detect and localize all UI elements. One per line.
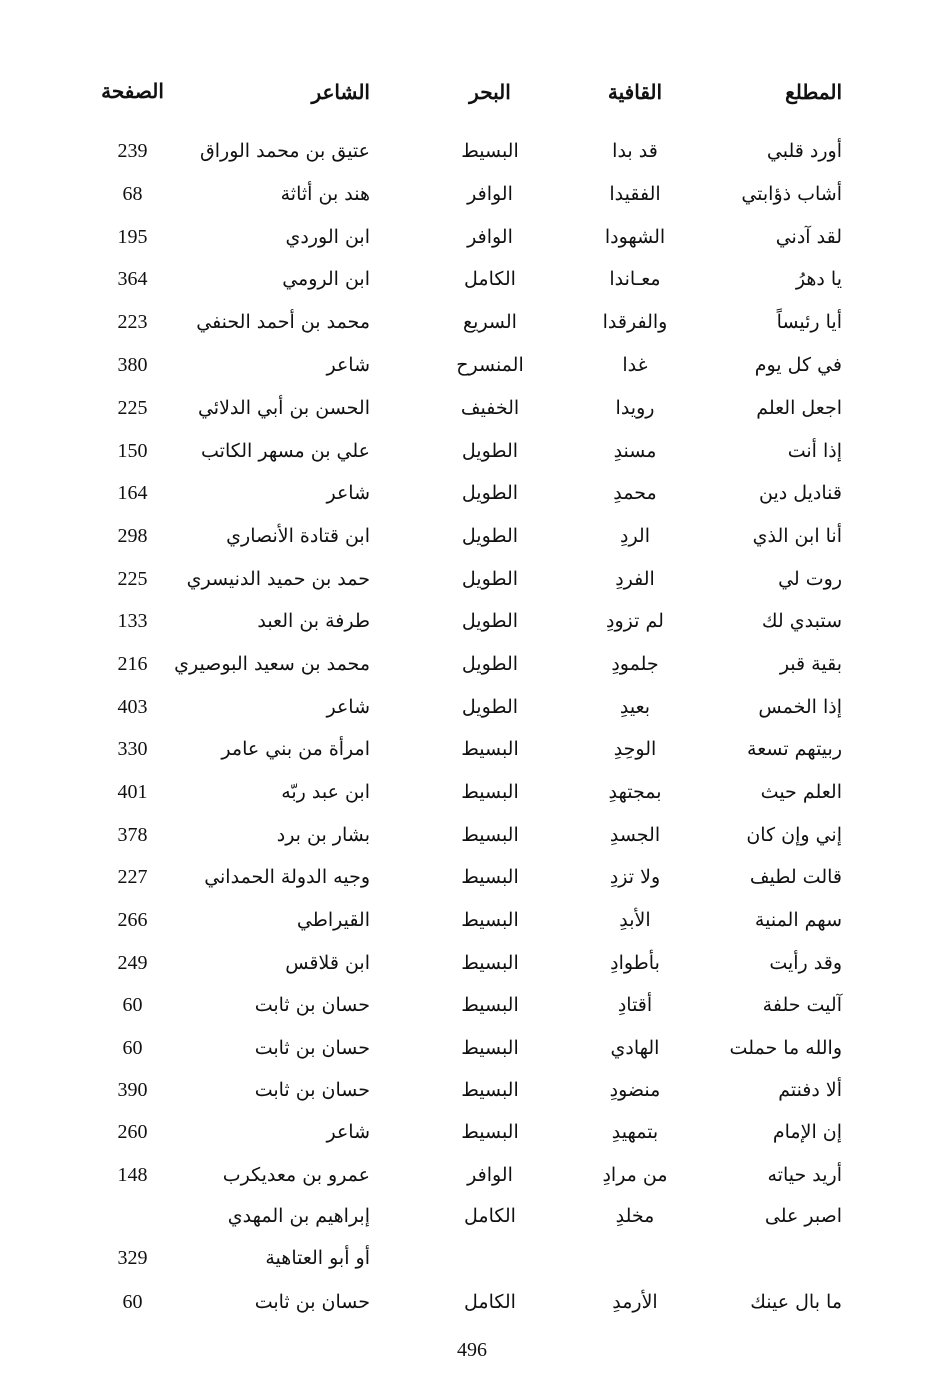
table-row bbox=[0, 1282, 944, 1322]
cell-matla: إذا الخمس bbox=[758, 696, 842, 718]
cell-qafia: قد بدا bbox=[612, 140, 658, 162]
cell-matla: قالت لطيف bbox=[749, 866, 842, 888]
table-row bbox=[0, 644, 944, 684]
cell-matla: روت لي bbox=[778, 568, 842, 590]
cell-bahr: الوافر bbox=[467, 226, 513, 248]
cell-safha: 266 bbox=[117, 909, 148, 931]
cell-shaer: إبراهيم بن المهدي bbox=[227, 1205, 370, 1227]
cell-qafia: بتمهيدِ bbox=[611, 1121, 659, 1143]
cell-bahr: الوافر bbox=[467, 1164, 513, 1186]
cell-safha: 164 bbox=[117, 482, 148, 504]
cell-shaer: حسان بن ثابت bbox=[254, 994, 370, 1016]
cell-matla: في كل يوم bbox=[754, 354, 842, 376]
table-row bbox=[0, 857, 944, 897]
table-row bbox=[0, 131, 944, 171]
cell-bahr: الكامل bbox=[464, 268, 516, 290]
header-safha: الصفحة bbox=[101, 81, 164, 103]
table-row bbox=[0, 943, 944, 983]
cell-safha: 380 bbox=[117, 354, 148, 376]
table-row bbox=[0, 601, 944, 641]
cell-qafia: مسندِ bbox=[613, 440, 657, 462]
cell-bahr: الطويل bbox=[461, 653, 519, 675]
cell-bahr: الطويل bbox=[461, 568, 519, 590]
cell-qafia: محمدِ bbox=[613, 482, 657, 504]
table-row bbox=[0, 345, 944, 385]
cell-shaer: طرفة بن العبد bbox=[257, 610, 370, 632]
cell-safha: 249 bbox=[117, 952, 148, 974]
table-row bbox=[0, 473, 944, 513]
cell-matla: أريد حياته bbox=[767, 1164, 842, 1186]
cell-qafia: مخلدِ bbox=[615, 1205, 655, 1227]
header-qafia: القافية bbox=[607, 80, 663, 104]
cell-bahr: البسيط bbox=[461, 909, 519, 931]
cell-shaer: الحسن بن أبي الدلائي bbox=[197, 397, 370, 419]
cell-safha: 223 bbox=[117, 311, 148, 333]
cell-matla: قناديل دين bbox=[759, 482, 842, 504]
cell-safha: 216 bbox=[117, 653, 148, 675]
cell-safha: 298 bbox=[117, 525, 148, 547]
page-number: 496 bbox=[457, 1339, 487, 1361]
table-row bbox=[0, 559, 944, 599]
cell-qafia: معـاندا bbox=[609, 268, 661, 290]
cell-matla: لقد آدني bbox=[775, 226, 842, 248]
table-row bbox=[0, 431, 944, 471]
cell-matla: اجعل العلم bbox=[756, 397, 842, 419]
cell-matla: إذا أنت bbox=[787, 440, 842, 462]
cell-matla: ستبدي لك bbox=[761, 610, 842, 632]
cell-safha: 225 bbox=[117, 397, 148, 419]
table-header bbox=[0, 72, 944, 112]
cell-matla: العلم حيث bbox=[760, 781, 842, 803]
cell-bahr: البسيط bbox=[461, 738, 519, 760]
table-row bbox=[0, 1028, 944, 1068]
cell-matla: اصبر على bbox=[764, 1205, 842, 1227]
cell-matla: يا دهرُ bbox=[795, 268, 842, 290]
table-row bbox=[0, 388, 944, 428]
cell-safha: 150 bbox=[117, 440, 148, 462]
cell-qafia: الفقيدا bbox=[609, 183, 661, 205]
table-row bbox=[0, 174, 944, 214]
cell-bahr: البسيط bbox=[461, 1121, 519, 1143]
cell-shaer: ابن الرومي bbox=[282, 268, 370, 290]
cell-bahr: البسيط bbox=[461, 866, 519, 888]
cell-matla: أورد قلبي bbox=[766, 140, 842, 162]
cell-safha: 390 bbox=[117, 1079, 148, 1101]
table-row bbox=[0, 302, 944, 342]
cell-shaer: ابن قلاقس bbox=[285, 952, 370, 974]
cell-qafia: بأطوادِ bbox=[610, 952, 660, 974]
cell-qafia: لم تزودِ bbox=[606, 610, 664, 632]
cell-shaer: أو أبو العتاهية bbox=[265, 1247, 370, 1269]
table-row bbox=[0, 729, 944, 769]
cell-shaer: عتيق بن محمد الوراق bbox=[200, 140, 370, 162]
cell-shaer: حسان بن ثابت bbox=[254, 1037, 370, 1059]
cell-shaer: علي بن مسهر الكاتب bbox=[201, 440, 370, 462]
cell-matla: سهم المنية bbox=[754, 909, 842, 931]
cell-shaer: القيراطي bbox=[296, 909, 370, 931]
cell-safha: 225 bbox=[117, 568, 148, 590]
table-row bbox=[0, 1155, 944, 1195]
cell-bahr: الوافر bbox=[467, 183, 513, 205]
cell-shaer: هند بن أثاثة bbox=[280, 183, 370, 205]
cell-qafia: الهادي bbox=[610, 1037, 660, 1059]
cell-bahr: الكامل bbox=[464, 1291, 516, 1313]
cell-matla: أشاب ذؤابتي bbox=[741, 183, 842, 205]
cell-safha: 60 bbox=[122, 1037, 143, 1059]
cell-safha: 329 bbox=[117, 1247, 148, 1269]
cell-matla: ألا دفنتم bbox=[778, 1079, 842, 1101]
header-matla: المطلع bbox=[785, 80, 842, 104]
cell-matla: آليت حلفة bbox=[762, 994, 842, 1016]
table-row bbox=[0, 259, 944, 299]
cell-bahr: البسيط bbox=[461, 952, 519, 974]
cell-shaer: عمرو بن معديكرب bbox=[222, 1164, 370, 1186]
cell-bahr: البسيط bbox=[461, 994, 519, 1016]
cell-safha: 60 bbox=[122, 994, 143, 1016]
cell-matla: أيا رئيساً bbox=[776, 311, 842, 333]
cell-qafia: والفرقدا bbox=[602, 311, 668, 333]
cell-qafia: الوحِدِ bbox=[613, 738, 657, 760]
cell-safha: 133 bbox=[117, 610, 148, 632]
cell-matla: وقد رأيت bbox=[769, 952, 842, 974]
cell-shaer: شاعر bbox=[326, 696, 370, 718]
cell-shaer: شاعر bbox=[326, 1121, 370, 1143]
cell-matla: والله ما حملت bbox=[729, 1037, 842, 1059]
cell-shaer: ابن عبد ربّه bbox=[281, 781, 370, 803]
cell-shaer: ابن قتادة الأنصاري bbox=[226, 525, 370, 547]
cell-shaer: بشار بن برد bbox=[276, 824, 370, 846]
cell-shaer: حمد بن حميد الدنيسري bbox=[186, 568, 370, 590]
table-row bbox=[0, 217, 944, 257]
cell-safha: 195 bbox=[117, 226, 148, 248]
cell-qafia: الأبدِ bbox=[619, 909, 651, 931]
table-row bbox=[0, 1112, 944, 1152]
header-shaer: الشاعر bbox=[311, 80, 370, 104]
table-row bbox=[0, 687, 944, 727]
cell-safha: 68 bbox=[122, 183, 143, 205]
cell-qafia: بمجتهدِ bbox=[608, 781, 662, 803]
cell-shaer: ابن الوردي bbox=[285, 226, 370, 248]
cell-matla: ما بال عينك bbox=[750, 1291, 842, 1313]
cell-bahr: الطويل bbox=[461, 440, 519, 462]
cell-safha: 401 bbox=[117, 781, 148, 803]
cell-bahr: الطويل bbox=[461, 482, 519, 504]
cell-qafia: الفردِ bbox=[615, 568, 655, 590]
cell-bahr: الطويل bbox=[461, 696, 519, 718]
cell-matla: إني وإن كان bbox=[746, 824, 842, 846]
table-row bbox=[0, 1238, 944, 1278]
table-row bbox=[0, 985, 944, 1025]
cell-bahr: المنسرح bbox=[456, 354, 524, 376]
cell-qafia: الشهودا bbox=[604, 226, 666, 248]
cell-safha: 260 bbox=[117, 1121, 148, 1143]
cell-matla: أنا ابن الذي bbox=[752, 525, 842, 547]
cell-safha: 60 bbox=[122, 1291, 143, 1313]
cell-qafia: ولا تزدِ bbox=[609, 866, 661, 888]
cell-qafia: رويدا bbox=[615, 397, 655, 419]
table-row bbox=[0, 815, 944, 855]
cell-matla: بقية قبر bbox=[779, 653, 842, 675]
cell-shaer: محمد بن أحمد الحنفي bbox=[196, 311, 370, 333]
cell-qafia: الجسدِ bbox=[609, 824, 661, 846]
cell-qafia: من مرادِ bbox=[602, 1164, 668, 1186]
cell-matla: إن الإمام bbox=[772, 1121, 842, 1143]
cell-safha: 239 bbox=[117, 140, 148, 162]
cell-qafia: الردِ bbox=[619, 525, 650, 547]
cell-bahr: الطويل bbox=[461, 610, 519, 632]
cell-safha: 227 bbox=[117, 866, 148, 888]
cell-safha: 330 bbox=[117, 738, 148, 760]
table-row bbox=[0, 1070, 944, 1110]
cell-bahr: الطويل bbox=[461, 525, 519, 547]
cell-bahr: البسيط bbox=[461, 824, 519, 846]
cell-shaer: امرأة من بني عامر bbox=[221, 738, 370, 760]
header-bahr: البحر bbox=[469, 80, 511, 104]
cell-safha: 403 bbox=[117, 696, 148, 718]
cell-bahr: الخفيف bbox=[460, 397, 520, 419]
cell-shaer: شاعر bbox=[326, 354, 370, 376]
cell-qafia: غدا bbox=[622, 354, 648, 376]
cell-qafia: بعيدِ bbox=[619, 696, 651, 718]
cell-bahr: البسيط bbox=[461, 781, 519, 803]
cell-safha: 364 bbox=[117, 268, 148, 290]
cell-qafia: الأرمدِ bbox=[612, 1291, 658, 1313]
table-row bbox=[0, 516, 944, 556]
cell-safha: 378 bbox=[117, 824, 148, 846]
cell-shaer: حسان بن ثابت bbox=[254, 1291, 370, 1313]
cell-bahr: البسيط bbox=[461, 140, 519, 162]
cell-bahr: الكامل bbox=[464, 1205, 516, 1227]
cell-shaer: حسان بن ثابت bbox=[254, 1079, 370, 1101]
table-row bbox=[0, 900, 944, 940]
cell-bahr: البسيط bbox=[461, 1037, 519, 1059]
cell-shaer: وجيه الدولة الحمداني bbox=[204, 866, 370, 888]
table-row bbox=[0, 772, 944, 812]
cell-safha: 148 bbox=[117, 1164, 148, 1186]
cell-bahr: البسيط bbox=[461, 1079, 519, 1101]
cell-shaer: شاعر bbox=[326, 482, 370, 504]
cell-qafia: أقتادِ bbox=[617, 994, 653, 1016]
cell-qafia: جلمودِ bbox=[611, 653, 659, 675]
cell-shaer: محمد بن سعيد البوصيري bbox=[174, 653, 370, 675]
table-row bbox=[0, 1196, 944, 1236]
cell-qafia: منضودِ bbox=[609, 1079, 661, 1101]
cell-matla: ربيتهم تسعة bbox=[747, 738, 842, 760]
cell-bahr: السريع bbox=[463, 311, 517, 333]
